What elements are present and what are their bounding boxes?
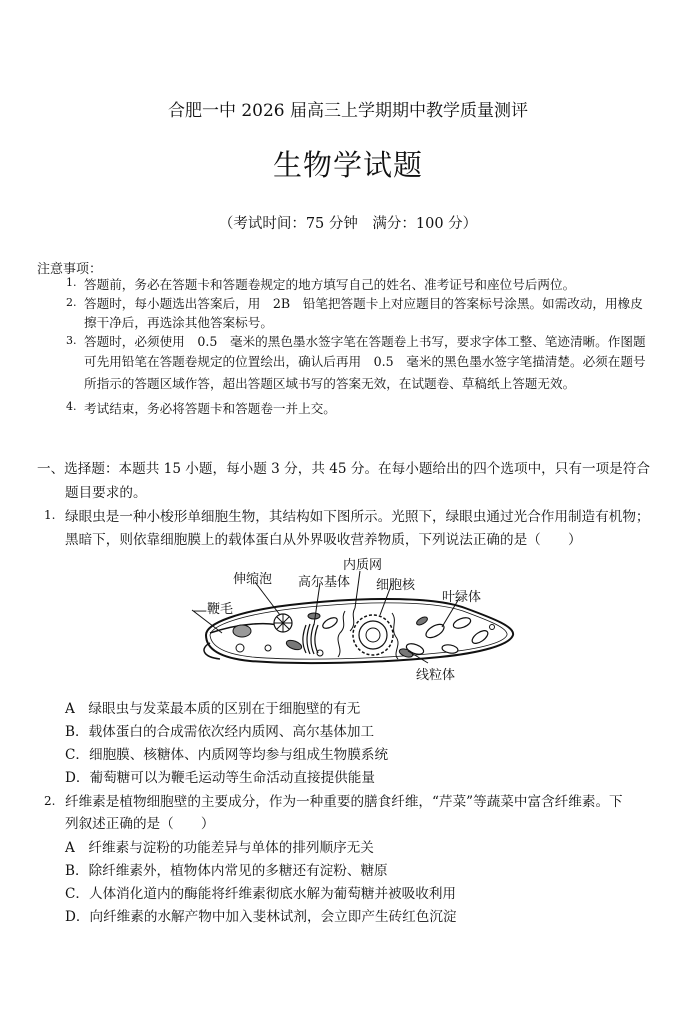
- question-2-stem-line-1: 纤维素是植物细胞壁的主要成分，作为一种重要的膳食纤维，“芹菜”等蔬菜中富含纤维素。下: [65, 794, 623, 810]
- question-2-stem-line-2: 列叙述正确的是（ ）: [65, 816, 215, 832]
- exam-time-and-score: （考试时间：75 分钟 满分：100 分）: [218, 216, 478, 232]
- label-golgi-body: 高尔基体: [298, 575, 351, 590]
- note-3-line-1: 答题时，必须使用 0.5 毫米的黑色墨水签字笔在答题卷上书写，要求字体工整、笔迹清晰。作图题: [84, 334, 646, 349]
- question-1-option-b: B．载体蛋白的合成需依次经内质网、高尔基体加工: [65, 724, 375, 740]
- note-3-line-3: 所指示的答题区域作答，超出答题区域书写的答案无效，在试题卷、草稿纸上答题无效。: [84, 376, 576, 391]
- label-nucleus: 细胞核: [376, 578, 416, 593]
- note-2-line-2: 擦干净后，再选涂其他答案标号。: [84, 315, 273, 330]
- question-1-option-a: A 绿眼虫与发菜最本质的区别在于细胞壁的有无: [65, 701, 361, 717]
- flagellum-dash: —: [193, 603, 207, 619]
- question-2-option-d: D．向纤维素的水解产物中加入斐林试剂，会立即产生砖红色沉淀: [65, 909, 457, 925]
- exam-title: 合肥一中 2026 届高三上学期期中教学质量测评: [167, 101, 529, 121]
- note-2-number: 2.: [66, 296, 77, 309]
- question-1-number: 1.: [44, 508, 56, 522]
- question-1-option-c: C．细胞膜、核糖体、内质网等均参与组成生物膜系统: [65, 747, 389, 763]
- note-3-number: 3.: [66, 334, 77, 347]
- question-1-stem-line-1: 绿眼虫是一种小梭形单细胞生物，其结构如下图所示。光照下，绿眼虫通过光合作用制造有机物；: [65, 509, 650, 525]
- question-2-option-a: A 纤维素与淀粉的功能差异与单体的排列顺序无关: [65, 840, 374, 856]
- note-1-line-1: 答题前，务必在答题卡和答题卷规定的地方填写自己的姓名、准考证号和座位号后两位。: [84, 277, 576, 292]
- label-contractile-vacuole: 伸缩泡: [233, 572, 273, 587]
- subject-title: 生物学试题: [272, 148, 423, 182]
- note-1-number: 1.: [66, 276, 77, 289]
- label-endoplasmic-reticulum: 内质网: [343, 558, 383, 573]
- label-mitochondria: 线粒体: [416, 668, 456, 683]
- note-4-line-1: 考试结束，务必将答题卡和答题卷一并上交。: [84, 401, 336, 416]
- label-chloroplast: 叶绿体: [442, 590, 482, 605]
- question-2-option-c: C．人体消化道内的酶能将纤维素彻底水解为葡萄糖并被吸收利用: [65, 886, 457, 902]
- section-1-instructions-line-2: 题目要求的。: [65, 485, 147, 501]
- question-1-option-d: D．葡萄糖可以为鞭毛运动等生命活动直接提供能量: [65, 770, 375, 786]
- eyespot: [233, 625, 251, 637]
- question-1-stem-line-2: 黑暗下，则依靠细胞膜上的载体蛋白从外界吸收营养物质，下列说法正确的是（ ）: [65, 532, 582, 548]
- label-flagellum: 鞭毛: [207, 602, 234, 617]
- note-4-number: 4.: [66, 400, 77, 413]
- note-2-line-1: 答题时，每小题选出答案后，用 2B 铅笔把答题卡上对应题目的答案标号涂黑。如需改动，用橡皮: [84, 296, 643, 311]
- contractile-vacuole: [274, 614, 292, 632]
- question-2-number: 2.: [44, 794, 56, 808]
- nucleus: [353, 615, 393, 655]
- question-2-option-b: B．除纤维素外，植物体内常见的多糖还有淀粉、糖原: [65, 863, 388, 879]
- note-3-line-2: 可先用铅笔在答题卷规定的位置绘出，确认后再用 0.5 毫米的黑色墨水签字笔描清楚。必须在题号: [84, 354, 646, 369]
- notes-heading: 注意事项：: [37, 262, 103, 277]
- section-1-instructions-line-1: 一、选择题：本题共 15 小题，每小题 3 分，共 45 分。在每小题给出的四个选项中，只有一项是符合: [37, 461, 650, 477]
- euglena-structure-figure: [180, 553, 520, 683]
